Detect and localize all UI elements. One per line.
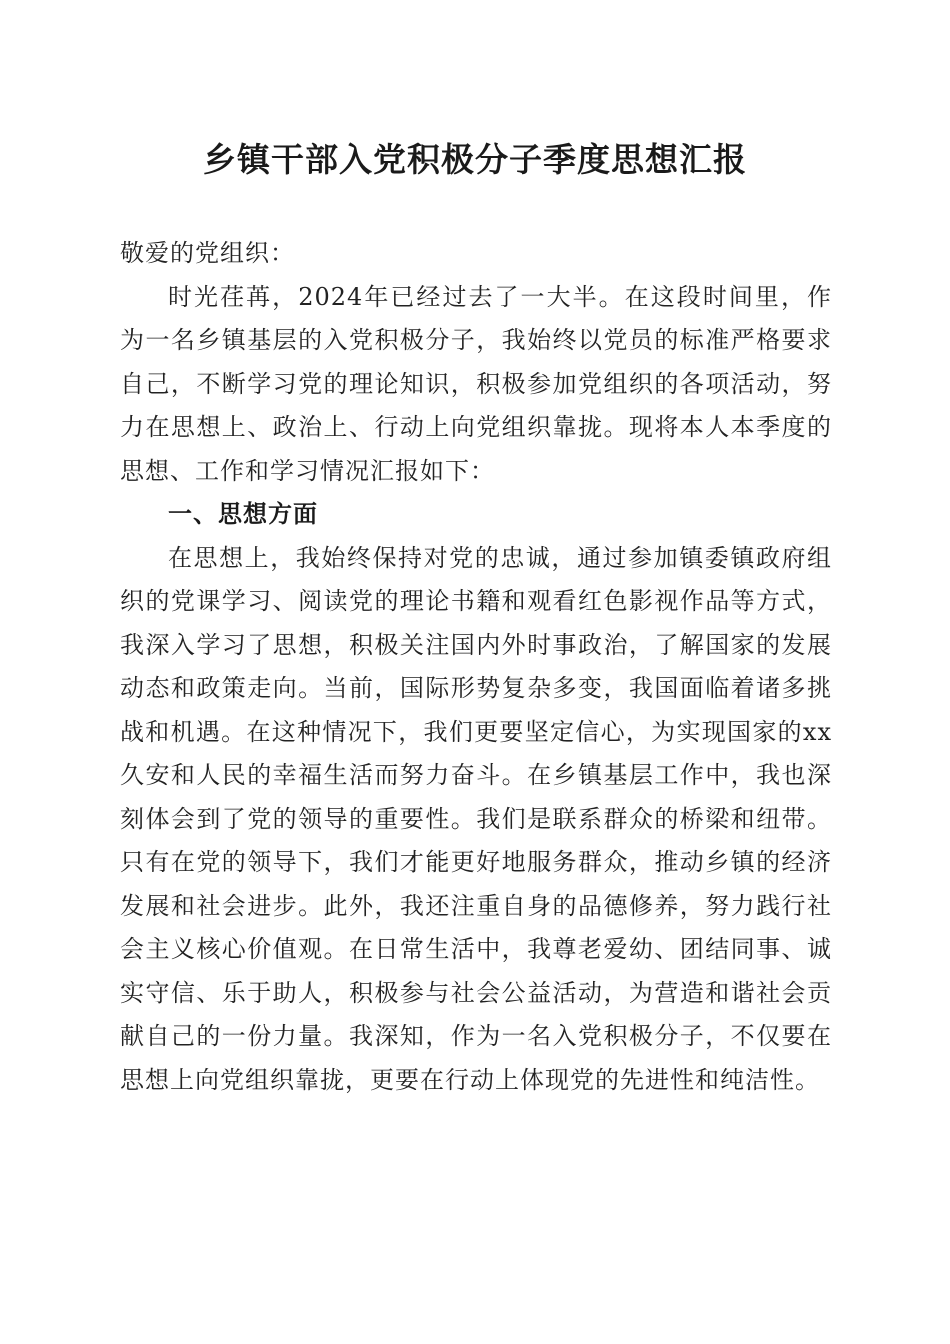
document-title: 乡镇干部入党积极分子季度思想汇报 [203, 140, 747, 179]
salutation: 敬爱的党组织： [120, 239, 295, 267]
intro-paragraph: 时光荏苒，2024年已经过去了一大半。在这段时间里，作为一名乡镇基层的入党积极分子，我始终以党员的标准严格要求自己，不断学习党的理论知识，积极参加党组织的各项活动，努力在思想上、政治上、行动上向党组织靠拢。现将本人本季度的思想、工作和学习情况汇报如下： [120, 282, 832, 485]
section-heading-thought: 一、思想方面 [168, 500, 318, 528]
section-body-thought: 在思想上，我始终保持对党的忠诚，通过参加镇委镇政府组织的党课学习、阅读党的理论书籍和观看红色影视作品等方式，我深入学习了思想，积极关注国内外时事政治，了解国家的发展动态和政策走向。当前，国际形势复杂多变，我国面临着诸多挑战和机遇。在这种情况下，我们更要坚定信心，为实现国家的xx久安和人民的幸福生活而努力奋斗。在乡镇基层工作中，我也深刻体会到了党的领导的重要性。我们是联系群众的桥梁和纽带。只有在党的领导下，我们才能更好地服务群众，推动乡镇的经济发展和社会进步。此外，我还注重自身的品德修养，努力践行社会主义核心价值观。在日常生活中，我尊老爱幼、团结同事、诚实守信、乐于助人，积极参与社会公益活动，为营造和谐社会贡献自己的一份力量。我深知，作为一名入党积极分子，不仅要在思想上向党组织靠拢，更要在行动上体现党的先进性和纯洁性。 [120, 543, 832, 1094]
document-body [120, 232, 832, 1102]
